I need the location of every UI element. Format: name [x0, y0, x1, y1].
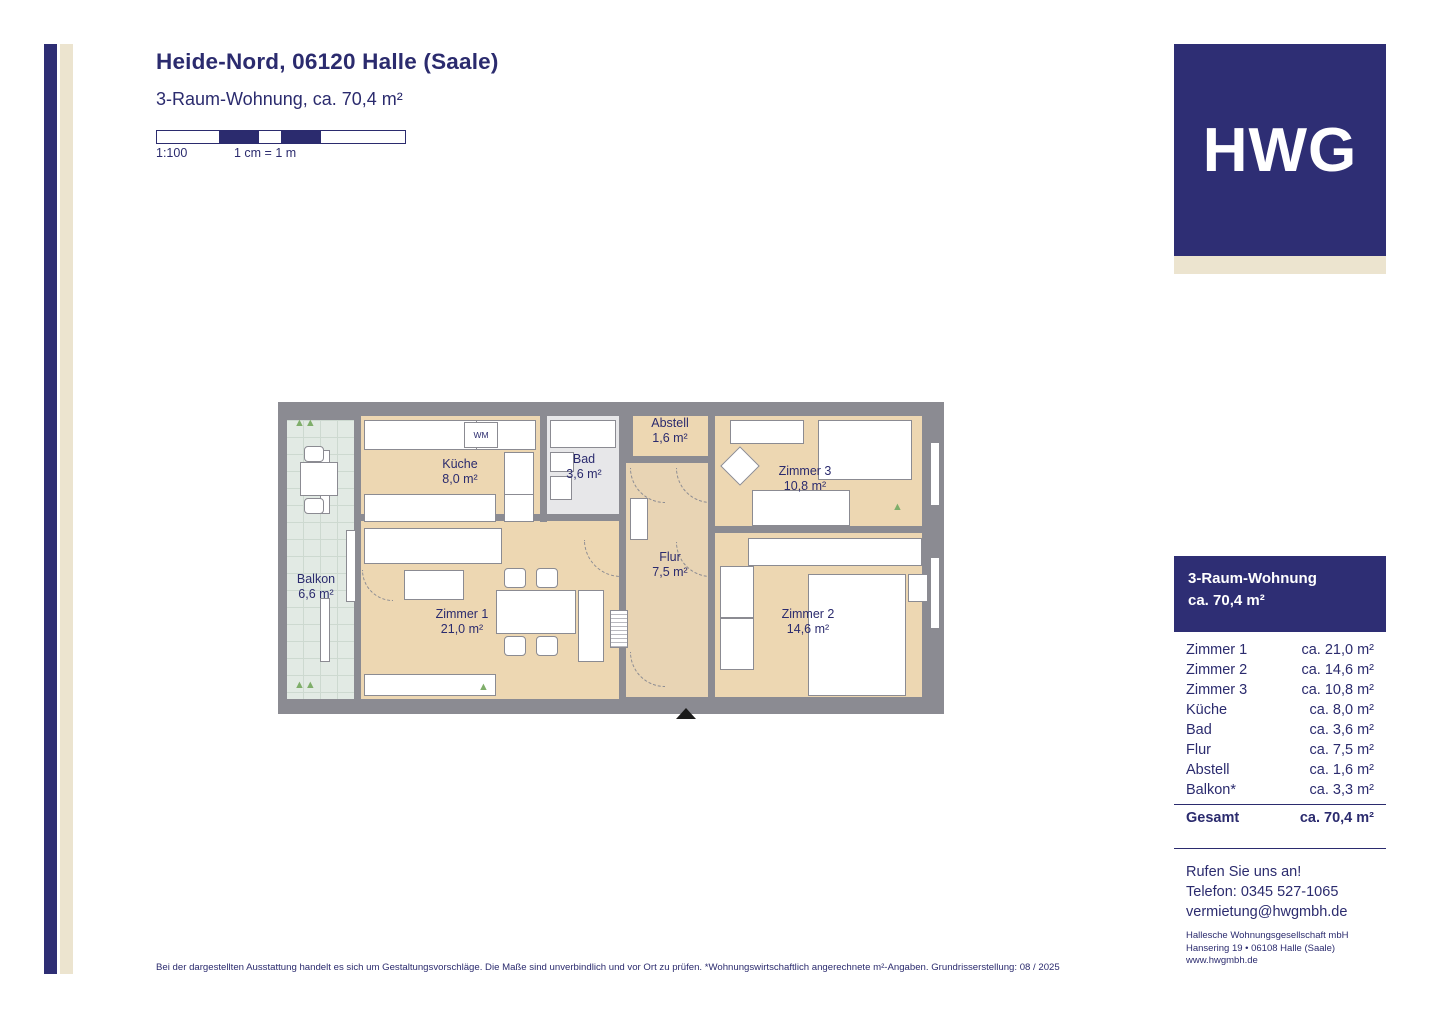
label-area: 14,6 m² [786, 622, 830, 636]
list-item [1174, 780, 1386, 800]
list-item [1174, 680, 1386, 700]
left-accent-bar-dark [44, 44, 57, 974]
contact-phone[interactable]: Telefon: 0345 527-1065 [1186, 884, 1339, 900]
coffee-table-zimmer1 [404, 570, 464, 600]
area-label: Balkon* [1186, 782, 1236, 798]
scale-equivalence-label: 1 cm = 1 m [234, 146, 297, 160]
hwg-logo [1174, 44, 1386, 256]
area-value: ca. 3,3 m² [1309, 782, 1374, 798]
area-label: Flur [1186, 742, 1211, 758]
balcony-chair [304, 446, 324, 462]
area-value: ca. 8,0 m² [1309, 702, 1374, 718]
dining-chair [536, 636, 558, 656]
washing-machine-label: WM [473, 430, 489, 440]
sideboard-zimmer1 [364, 674, 496, 696]
area-list [1174, 640, 1386, 828]
label-area: 10,8 m² [783, 479, 827, 493]
list-item [1174, 660, 1386, 680]
contact-address: Hansering 19 • 06108 Halle (Saale) [1186, 942, 1336, 954]
area-label: Zimmer 3 [1186, 682, 1248, 698]
label-text: Küche [442, 457, 478, 471]
floor-plan [278, 402, 944, 714]
label-text: Zimmer 1 [435, 607, 489, 621]
area-label: Abstell [1186, 762, 1230, 778]
area-label: Zimmer 2 [1186, 662, 1248, 678]
label-area: 1,6 m² [652, 431, 688, 445]
label-area: 7,5 m² [652, 565, 688, 579]
hwg-logo-text: HWG [1202, 115, 1358, 185]
plant-icon: ▲▲ [294, 417, 316, 429]
scale-ratio-label: 1:100 [156, 146, 188, 160]
kitchen-base-units [364, 494, 496, 522]
summary-total-area: ca. 70,4 m² [1188, 592, 1265, 609]
label-text: Balkon [296, 572, 336, 586]
plant-icon: ▲ [478, 681, 489, 693]
total-value: ca. 70,4 m² [1299, 810, 1374, 826]
room-label-bad [544, 452, 624, 482]
label-text: Flur [659, 550, 681, 564]
label-text: Abstell [651, 416, 689, 430]
kitchen-counter-top [364, 420, 478, 450]
scale-bar [156, 130, 406, 144]
label-text: Zimmer 3 [778, 464, 832, 478]
room-label-zimmer3 [730, 464, 880, 494]
plant-icon: ▲ [892, 501, 903, 513]
shelf-zimmer1 [578, 590, 604, 662]
room-label-zimmer2 [728, 607, 888, 637]
window [320, 598, 330, 662]
list-item [1174, 760, 1386, 780]
contact-block [1174, 848, 1386, 968]
hall-shelf [630, 498, 648, 540]
entrance-arrow-icon [676, 708, 696, 719]
wall-segment [281, 405, 287, 706]
area-label: Zimmer 1 [1186, 642, 1248, 658]
summary-panel-header [1174, 556, 1386, 632]
label-text: Zimmer 2 [781, 607, 835, 621]
kitchen-stove [504, 494, 534, 522]
desk-zimmer3 [730, 420, 804, 444]
label-area: 21,0 m² [440, 622, 484, 636]
area-total-row [1174, 804, 1386, 828]
label-area: 8,0 m² [442, 472, 478, 486]
room-label-balkon [278, 572, 354, 602]
area-value: ca. 10,8 m² [1301, 682, 1374, 698]
window [930, 557, 940, 629]
disclaimer-footnote: Bei der dargestellten Ausstattung handelt es sich um Gestaltungsvorschläge. Die Maße sind unverbindlich und vor Ort zu prüfen. *Wohnungswirtschaftlich angerechnete m²-Angaben. Grundrisserstellung: 08 / 2025 [156, 962, 1060, 973]
sofa-zimmer3 [752, 490, 850, 526]
room-label-abstell [626, 416, 714, 446]
list-item [1174, 720, 1386, 740]
room-label-flur [624, 550, 716, 580]
window [930, 442, 940, 506]
logo-cream-strip [1174, 256, 1386, 274]
balcony-chair [304, 498, 324, 514]
bathroom-bathtub [550, 420, 616, 448]
dining-chair [504, 636, 526, 656]
label-text: Bad [572, 452, 596, 466]
left-accent-bar-cream [60, 44, 73, 974]
nightstand-zimmer2 [908, 574, 928, 602]
sofa-zimmer1 [364, 528, 502, 564]
area-value: ca. 1,6 m² [1309, 762, 1374, 778]
balcony-table [300, 462, 338, 496]
list-item [1174, 640, 1386, 660]
dining-chair [504, 568, 526, 588]
area-value: ca. 21,0 m² [1301, 642, 1374, 658]
total-label: Gesamt [1186, 810, 1240, 826]
summary-title: 3-Raum-Wohnung [1188, 570, 1317, 587]
contact-company: Hallesche Wohnungsgesellschaft mbH [1186, 930, 1349, 941]
room-label-zimmer1 [382, 607, 542, 637]
label-area: 3,6 m² [566, 467, 602, 481]
wall-segment [626, 456, 715, 463]
list-item [1174, 740, 1386, 760]
label-area: 6,6 m² [298, 587, 334, 601]
list-item [1174, 700, 1386, 720]
page-title: Heide-Nord, 06120 Halle (Saale) [156, 49, 499, 74]
contact-website[interactable]: www.hwgmbh.de [1186, 955, 1258, 966]
room-label-kueche [380, 457, 540, 487]
page-subtitle: 3-Raum-Wohnung, ca. 70,4 m² [156, 89, 403, 109]
radiator-zimmer1 [610, 610, 628, 648]
area-label: Bad [1186, 722, 1212, 738]
wall-segment [281, 405, 941, 411]
area-label: Küche [1186, 702, 1228, 718]
contact-call-to-action: Rufen Sie uns an! [1186, 864, 1302, 880]
contact-email[interactable]: vermietung@hwgmbh.de [1186, 904, 1348, 920]
area-value: ca. 7,5 m² [1309, 742, 1374, 758]
area-value: ca. 3,6 m² [1309, 722, 1374, 738]
area-value: ca. 14,6 m² [1301, 662, 1374, 678]
washing-machine [464, 422, 498, 448]
plant-icon: ▲▲ [294, 679, 316, 691]
dining-chair [536, 568, 558, 588]
wardrobe-zimmer3 [748, 538, 922, 566]
wall-segment [281, 699, 941, 706]
wall-segment [715, 526, 930, 533]
